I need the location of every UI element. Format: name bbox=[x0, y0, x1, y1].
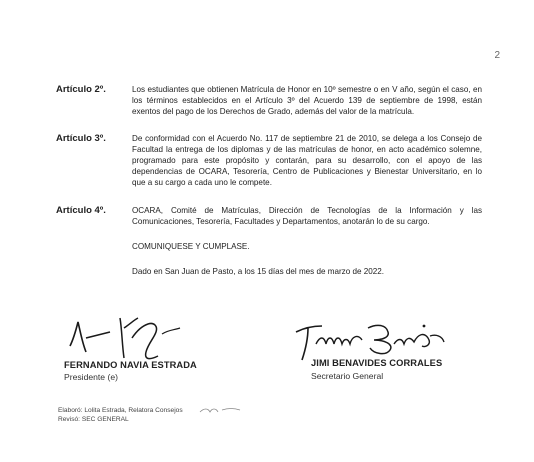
signatory-1-name: FERNANDO NAVIA ESTRADA bbox=[64, 360, 197, 370]
signature-2 bbox=[290, 318, 450, 363]
signature-1 bbox=[62, 308, 192, 368]
closing-statement: COMUNIQUESE Y CUMPLASE. bbox=[132, 242, 250, 251]
article-4-text: OCARA, Comité de Matrículas, Dirección de Tecnologías de la Información y las Comunicaciones, Tesorería, Facultades y Departamentos, anotarán lo de su cargo. bbox=[132, 206, 482, 226]
footer-reviewed-by: Revisó: SEC GENERAL bbox=[58, 416, 129, 423]
signatory-2-role: Secretario General bbox=[311, 371, 384, 381]
article-2-label: Artículo 2º. bbox=[56, 84, 106, 95]
signatory-2-name: JIMI BENAVIDES CORRALES bbox=[311, 358, 443, 368]
article-3-label: Artículo 3º. bbox=[56, 133, 106, 144]
initials-mark bbox=[198, 404, 246, 416]
footer-prepared-by: Elaboró: Lolita Estrada, Relatora Consejos bbox=[58, 407, 183, 414]
article-2-text: Los estudiantes que obtienen Matrícula de Honor en 10º semestre o en V año, según el caso, en los términos establecidos en el Artículo 3º del Acuerdo 139 de septiembre de 1998, están exentos del pago de los Derechos de Grado, además del valor de la matrícula. bbox=[132, 85, 482, 116]
page-number: 2 bbox=[494, 50, 500, 61]
article-3-text: De conformidad con el Acuerdo No. 117 de septiembre 21 de 2010, se delega a los Consejo de Facultad la entrega de los diplomas y de las matrículas de honor, en acto académico solemne, programado para este propósito y contarán, para su desarrollo, con el apoyo de las dependencias de OCARA, Tesorería, Centro de Publicaciones y Bienestar Universitario, en lo que a su cargo a cada uno le compete. bbox=[132, 134, 482, 187]
signatory-1-role: Presidente (e) bbox=[64, 372, 118, 382]
article-4-label: Artículo 4º. bbox=[56, 205, 106, 216]
date-line: Dado en San Juan de Pasto, a los 15 días del mes de marzo de 2022. bbox=[132, 267, 384, 276]
